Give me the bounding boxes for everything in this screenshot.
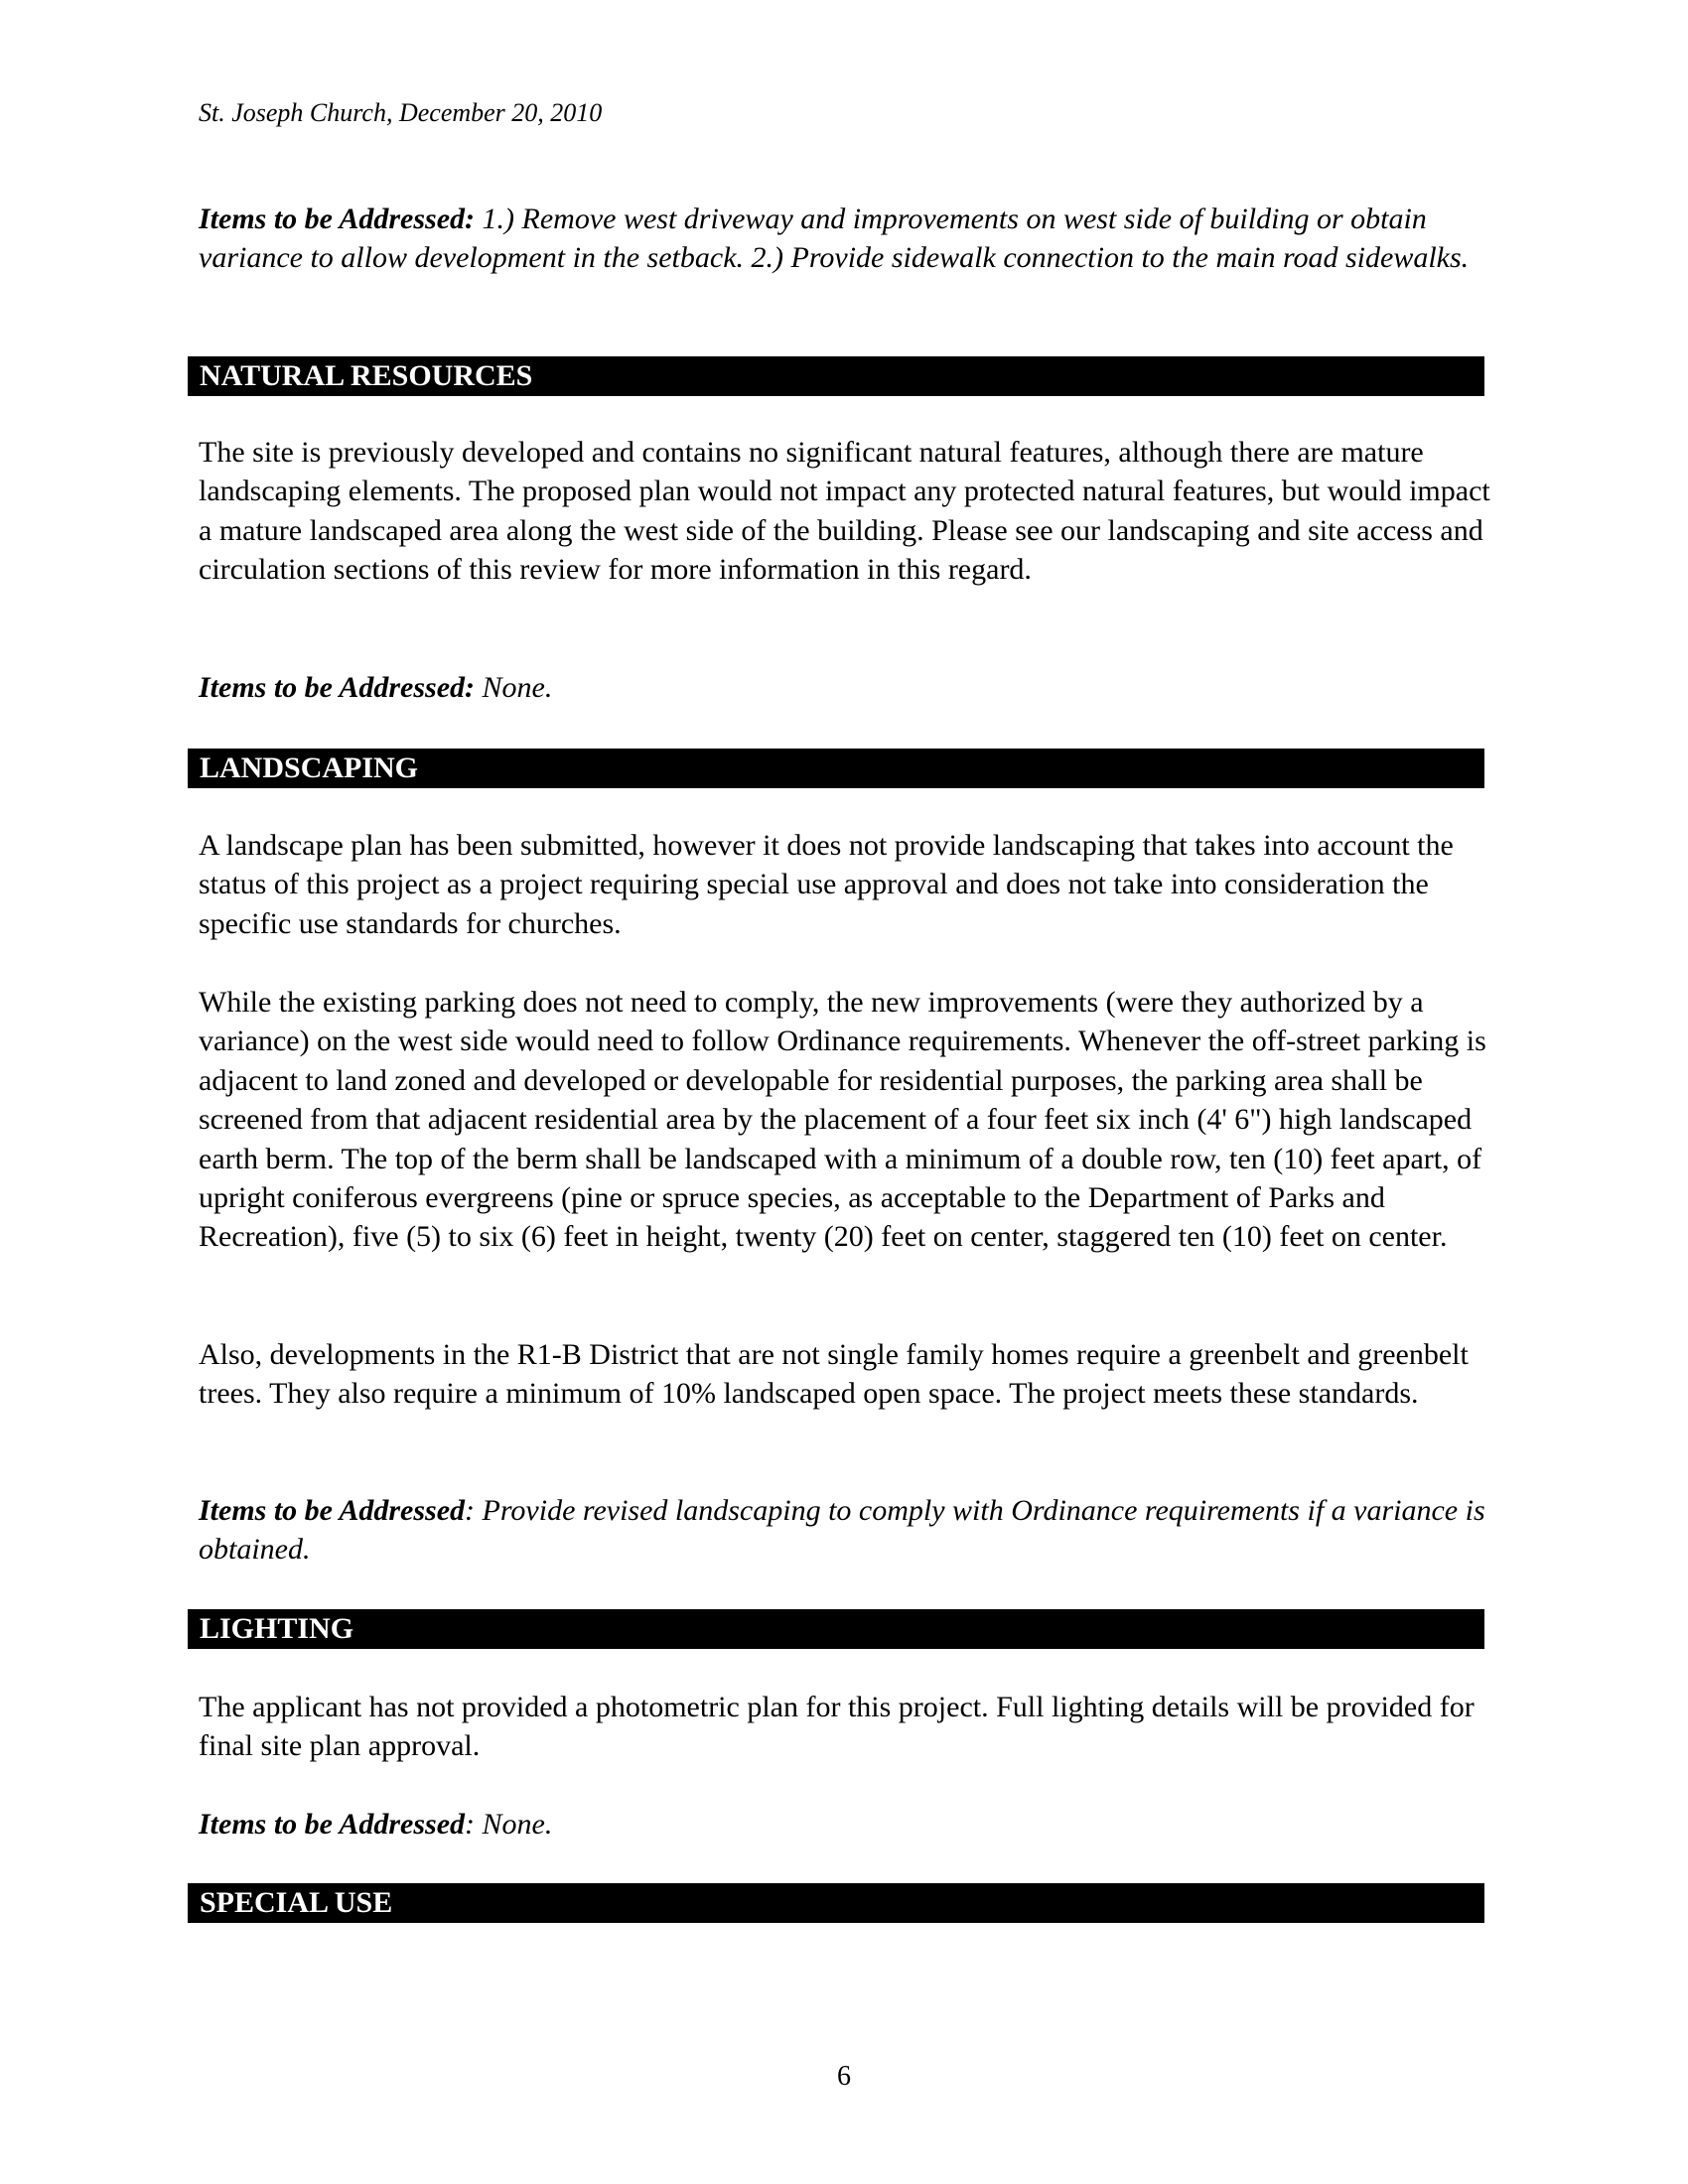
natural-resources-items-paragraph <box>199 668 1499 707</box>
lighting-items-paragraph <box>199 1805 1499 1843</box>
landscaping-paragraph-2: While the existing parking does not need to comply, the new improvements (were they authorized by a variance) on the west side would need to follow Ordinance requirements. Whenever the off-street parking is adjacent to land zoned and developed or developable for residential purposes, the parking area shall be screened from that adjacent residential area by the placement of a four feet six inch (4' 6") high landscaped earth berm. The top of the berm shall be landscaped with a minimum of a double row, ten (10) feet apart, of upright coniferous evergreens (pine or spruce species, as acceptable to the Department of Parks and Recreation), five (5) to six (6) feet in height, twenty (20) feet on center, staggered ten (10) feet on center. <box>199 986 1486 1254</box>
intro-items-block <box>199 200 1499 278</box>
natural-resources-items-block <box>199 668 1499 707</box>
section-heading-landscaping: LANDSCAPING <box>188 749 1484 788</box>
section-heading-special-use: SPECIAL USE <box>188 1883 1484 1923</box>
lighting-paragraph: The applicant has not provided a photometric plan for this project. Full lighting details will be provided for final site plan approval. <box>199 1691 1475 1763</box>
landscaping-items-paragraph <box>199 1491 1499 1570</box>
items-label: Items to be Addressed <box>199 1808 466 1841</box>
items-text: : Provide revised landscaping to comply with Ordinance requirements if a variance is obtained. <box>199 1494 1485 1567</box>
lighting-items-block <box>199 1805 1499 1843</box>
landscaping-body-3 <box>199 1335 1499 1414</box>
section-heading-natural-resources: NATURAL RESOURCES <box>188 356 1484 396</box>
natural-resources-body <box>199 433 1499 590</box>
items-label: Items to be Addressed <box>199 1494 466 1527</box>
landscaping-paragraph-3: Also, developments in the R1-B District that are not single family homes require a greenbelt and greenbelt trees. They also require a minimum of 10% landscaped open space. The project meets these standards. <box>199 1338 1469 1411</box>
items-text: : None. <box>465 1808 553 1841</box>
landscaping-paragraph-1: A landscape plan has been submitted, however it does not provide landscaping that takes into account the status of this project as a project requiring special use approval and does not take into consideration the specific use standards for churches. <box>199 829 1454 940</box>
landscaping-items-block <box>199 1491 1499 1570</box>
running-header: St. Joseph Church, December 20, 2010 <box>199 98 603 127</box>
items-label: Items to be Addressed: <box>199 203 476 235</box>
intro-items-paragraph <box>199 200 1499 278</box>
natural-resources-paragraph: The site is previously developed and contains no significant natural features, although there are mature landscaping elements. The proposed plan would not impact any protected natural features, but would impact a mature landscaped area along the west side of the building. Please see our landscaping and site access and circulation sections of this review for more information in this regard. <box>199 436 1490 587</box>
items-text: None. <box>482 671 553 704</box>
landscaping-body-2 <box>199 983 1499 1257</box>
items-text: 1.) Remove west driveway and improvements on west side of building or obtain variance to allow development in the setback. 2.) Provide sidewalk connection to the main road sidewalks. <box>199 203 1470 275</box>
items-label: Items to be Addressed: <box>199 671 476 704</box>
lighting-body <box>199 1688 1499 1766</box>
section-heading-lighting: LIGHTING <box>188 1609 1484 1649</box>
landscaping-body-1 <box>199 826 1499 943</box>
page-number: 6 <box>837 2061 851 2092</box>
